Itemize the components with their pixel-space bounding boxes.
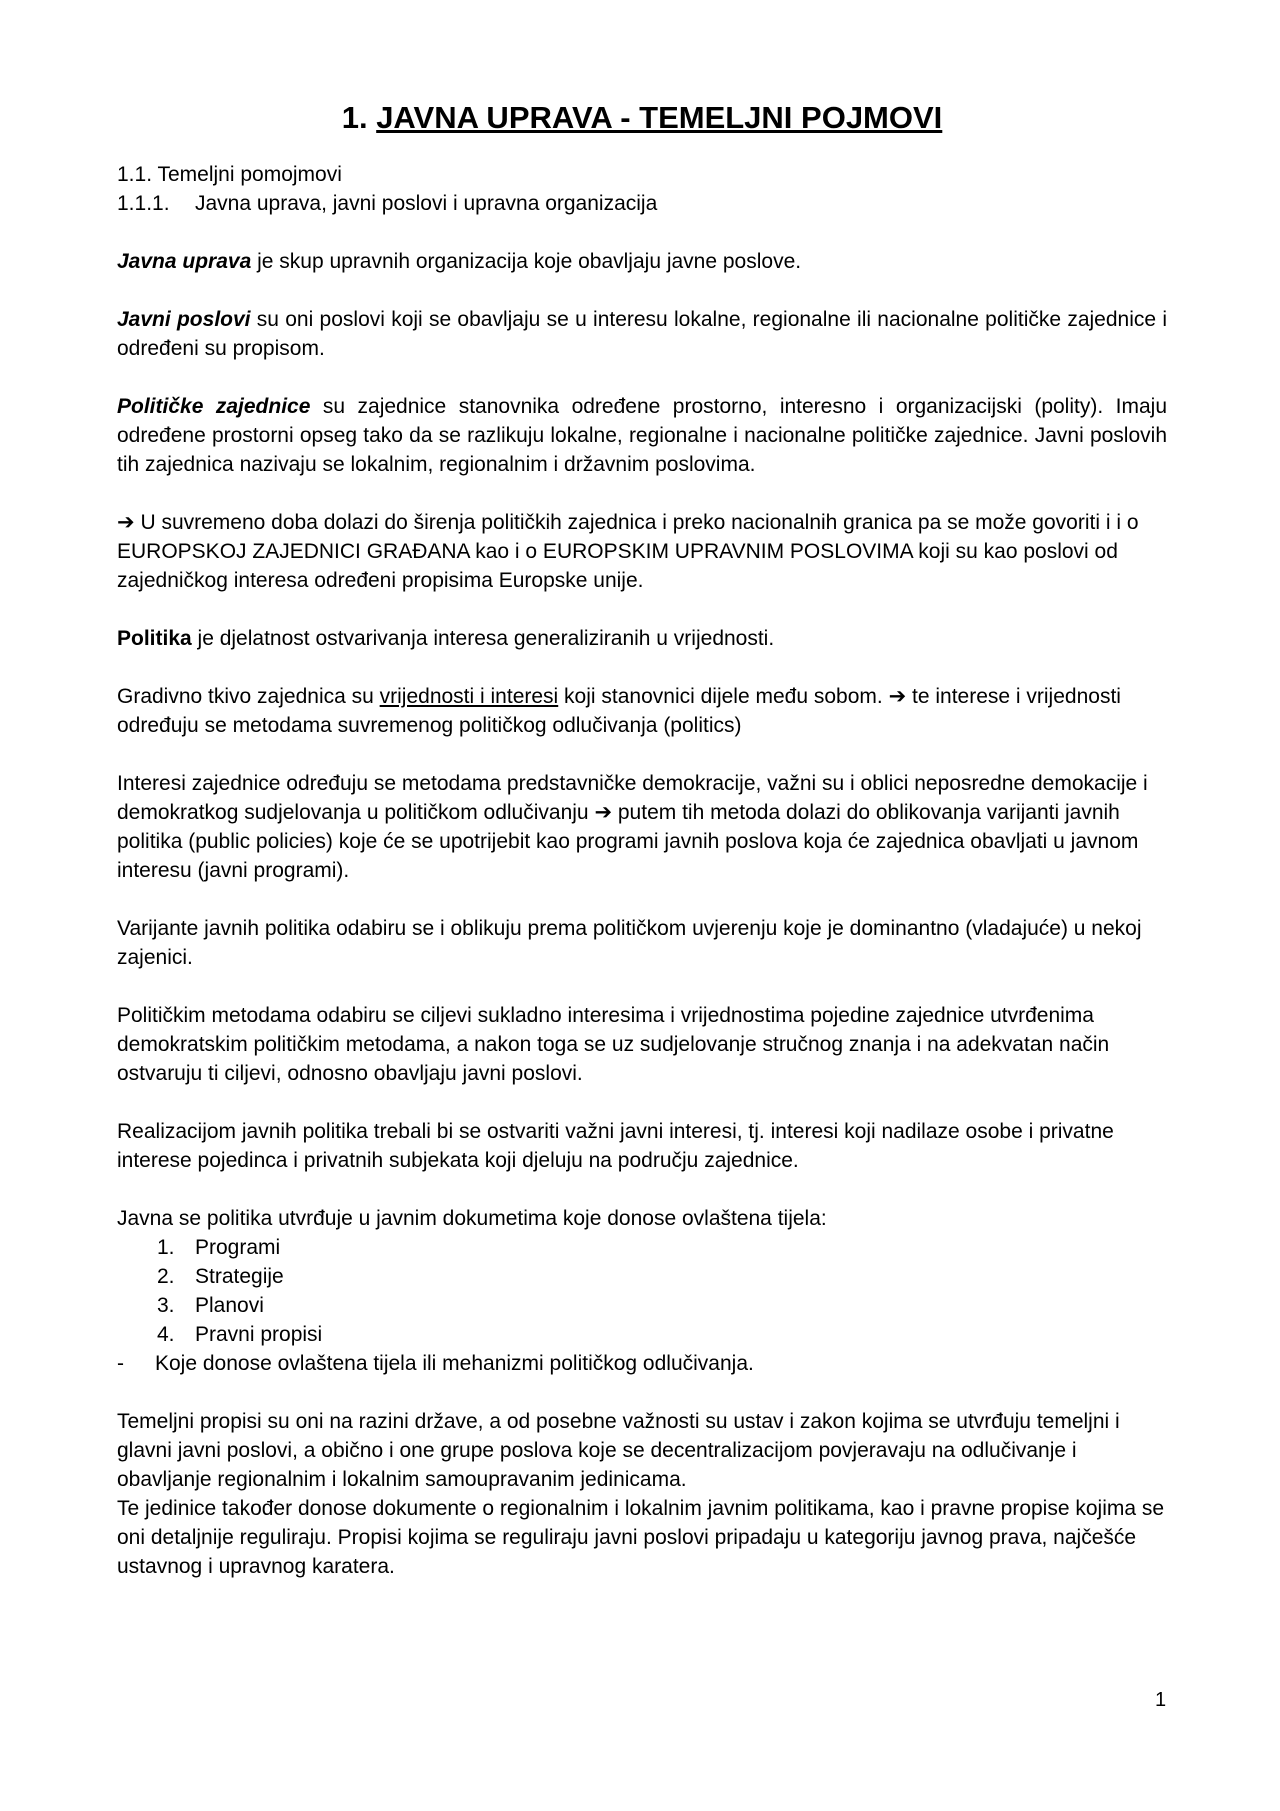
arrow-icon: ➔: [117, 511, 135, 534]
paragraph-text: su oni poslovi koji se obavljaju se u interesu lokalne, regionalne ili nacionalne političke zajednice i određeni su propisom.: [117, 308, 1167, 360]
paragraph-gradivno-tkivo: [117, 682, 1167, 740]
paragraph-text: putem tih metoda dolazi do oblikovanja varijanti javnih politika (public policies) koje će se upotrijebit kao programi javnih poslova koja će zajednica obavljati u javnom interesu (javni programi).: [117, 801, 1139, 882]
heading-1-1-1-text: Javna uprava, javni poslovi i upravna organizacija: [195, 192, 658, 215]
list-label: Programi: [195, 1236, 281, 1259]
paragraph-temeljni-propisi: Temeljni propisi su oni na razini države, a od posebne važnosti su ustav i zakon kojima se utvrđuju temeljni i glavni javni poslovi, a obično i one grupe poslova koje se decentralizacijom povjeravaju na odlučivanje i obavljanje regionalnim i lokalnim samoupravanim jedinicama.: [117, 1410, 1120, 1491]
documents-list: [117, 1233, 1167, 1349]
paragraph-text: te interese i vrijednosti određuju se metodama suvremenog političkog odlučivanja (politics): [117, 685, 1121, 737]
paragraph-text: koji stanovnici dijele među sobom.: [558, 685, 889, 708]
paragraph-politicke-zajednice: [117, 392, 1167, 479]
paragraph-javna-uprava: [117, 247, 1167, 276]
heading-1-1-1: [117, 189, 1167, 218]
dash-text: Koje donose ovlaštena tijela ili mehanizmi političkog odlučivanja.: [155, 1352, 754, 1375]
underlined-phrase: vrijednosti i interesi: [379, 685, 559, 708]
paragraph-interesi-zajednice: [117, 769, 1167, 885]
list-number: 3.: [157, 1294, 175, 1317]
term-politicke-zajednice: Političke zajednice: [117, 395, 311, 418]
page-number: 1: [1155, 1689, 1167, 1711]
heading-1-1-1-number: 1.1.1.: [117, 192, 170, 215]
dash-mark: -: [117, 1352, 124, 1375]
paragraph-text: su zajednice stanovnika određene prostorno, interesno i organizacijski (polity). Imaju određene prostorni opseg tako da se razlikuju lokalne, regionalne i nacionalne političke zajednice. Javni poslovih tih zajednica nazivaju se lokalnim, regionalnim i državnim poslovima.: [117, 395, 1168, 476]
paragraph-text: U suvremeno doba dolazi do širenja političkih zajednica i preko nacionalnih granica pa se može govoriti i i o EUROPSKOJ ZAJEDNICI GRAĐANA kao i o EUROPSKIM UPRAVNIM POSLOVIMA koji su kao poslovi od zajedničkog interesa određeni propisima Europske unije.: [117, 511, 1139, 592]
page-content: [117, 98, 1167, 1581]
list-item: [117, 1233, 1167, 1262]
page-title: [117, 98, 1167, 138]
paragraph-politika: [117, 624, 1167, 653]
paragraph-text: Gradivno tkivo zajednica su: [117, 685, 380, 708]
paragraph-te-jedinice: Te jedinice također donose dokumente o regionalnim i lokalnim javnim politikama, kao i pravne propise kojima se oni detaljnije reguliraju. Propisi kojima se reguliraju javni poslovi pripadaju u kategoriju javnog prava, najčešće ustavnog i upravnog karatera.: [117, 1497, 1165, 1578]
paragraph-text: Interesi zajednice određuju se metodama predstavničke demokracije, važni su i oblici neposredne demokacije i demokratkog sudjelovanja u političkom odlučivanju: [117, 772, 1148, 824]
title-number: 1.: [341, 100, 368, 135]
arrow-icon: ➔: [888, 685, 907, 708]
title-text: JAVNA UPRAVA - TEMELJNI POJMOVI: [376, 100, 943, 135]
list-label: Pravni propisi: [195, 1323, 323, 1346]
list-item: [117, 1320, 1167, 1349]
term-javna-uprava: Javna uprava: [117, 250, 252, 273]
arrow-icon: ➔: [594, 801, 613, 824]
paragraph-varijante: Varijante javnih politika odabiru se i oblikuju prema političkom uvjerenju koje je dominantno (vladajuće) u nekoj zajenici.: [117, 917, 1142, 969]
list-label: Strategije: [195, 1265, 284, 1288]
paragraph-europska-zajednica: [117, 508, 1167, 595]
paragraph-politickim-metodama: Političkim metodama odabiru se ciljevi sukladno interesima i vrijednostima pojedine zajednice utvrđenima demokratskim političkim metodama, a nakon toga se uz sudjelovanje stručnog znanja i na adekvatan način ostvaruju ti ciljevi, odnosno obavljaju javni poslovi.: [117, 1004, 1110, 1085]
list-label: Planovi: [195, 1294, 264, 1317]
list-number: 4.: [157, 1323, 175, 1346]
paragraph-text: je skup upravnih organizacija koje obavljaju javne poslove.: [251, 250, 802, 273]
paragraph-realizacijom: Realizacijom javnih politika trebali bi se ostvariti važni javni interesi, tj. interesi koji nadilaze osobe i privatne interese pojedinca i privatnih subjekata koji djeluju na području zajednice.: [117, 1120, 1114, 1172]
paragraph-javni-poslovi: [117, 305, 1167, 363]
paragraph-text: je djelatnost ostvarivanja interesa generaliziranih u vrijednosti.: [191, 627, 775, 650]
list-number: 1.: [157, 1236, 175, 1259]
heading-1-1: 1.1. Temeljni pomojmovi: [117, 163, 342, 186]
dash-item: [117, 1349, 1167, 1378]
term-javni-poslovi: Javni poslovi: [117, 308, 251, 331]
term-politika: Politika: [117, 627, 192, 650]
list-number: 2.: [157, 1265, 175, 1288]
list-item: [117, 1291, 1167, 1320]
paragraph-javna-politika: Javna se politika utvrđuje u javnim dokumetima koje donose ovlaštena tijela:: [117, 1207, 827, 1230]
list-item: [117, 1262, 1167, 1291]
